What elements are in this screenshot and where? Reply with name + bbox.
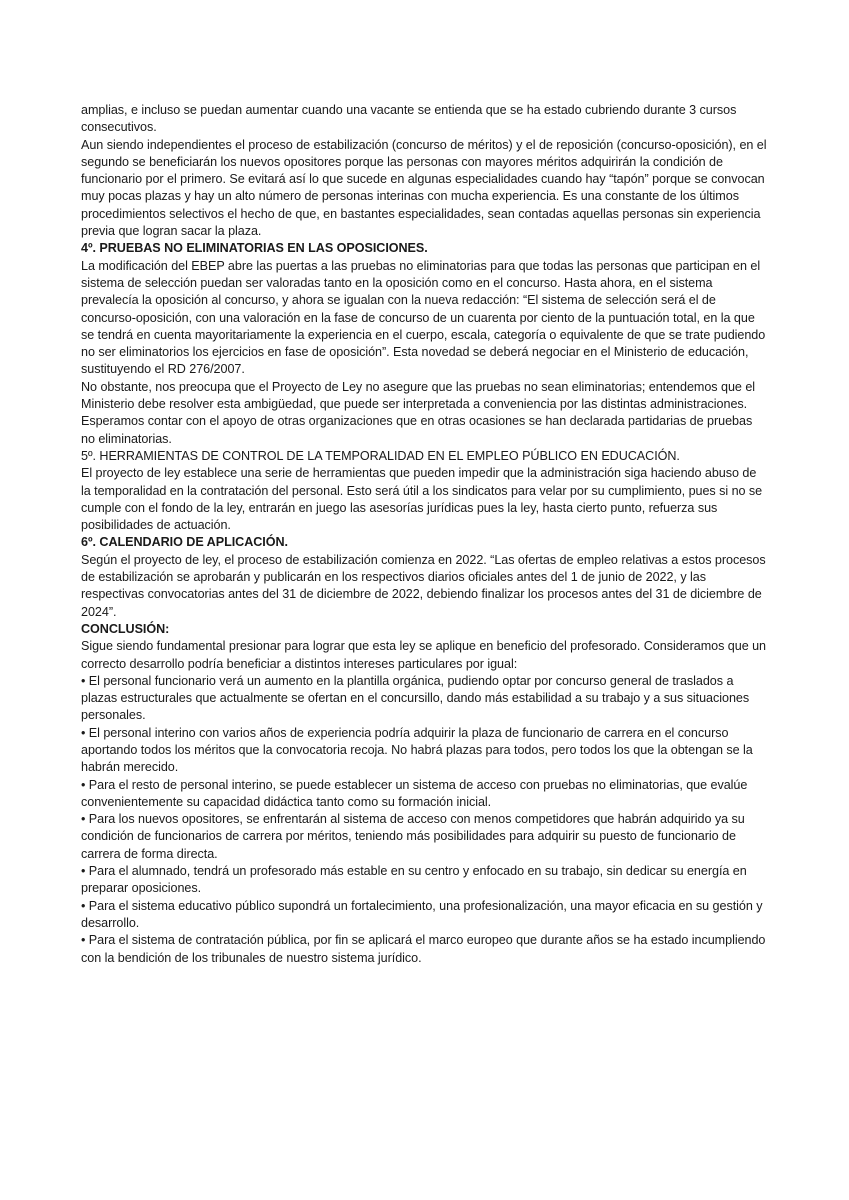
section-heading-conclusion: CONCLUSIÓN: (81, 621, 170, 636)
section-heading-pruebas-no-eliminatorias: 4º. PRUEBAS NO ELIMINATORIAS EN LAS OPOSICIONES. (81, 241, 428, 256)
bullet-item-resto-interino: • Para el resto de personal interino, se puede establecer un sistema de acceso con pruebas no eliminatorias, que evalúe convenientemente su capacidad didáctica tanto como su formación inicial. (81, 777, 748, 809)
paragraph-herramientas: El proyecto de ley establece una serie de herramientas que pueden impedir que la administración siga haciendo abuso de la temporalidad en la contratación del personal. Esto será útil a los sindicatos para velar por su cumplimiento, pues si no se cumple con el fondo de la ley, entrarán en juego las asesorías jurídicas pues la ley, hasta cierto punto, refuerza sus posibilidades de actuación. (81, 466, 763, 533)
bullet-item-alumnado: • Para el alumnado, tendrá un profesorado más estable en su centro y enfocado en su trabajo, sin dedicar su energía en preparar oposiciones. (81, 864, 747, 896)
bullet-item-contratacion-publica: • Para el sistema de contratación pública, por fin se aplicará el marco europeo que durante años se ha estado incumpliendo con la bendición de los tribunales de nuestro sistema jurídico. (81, 933, 766, 965)
paragraph-preocupacion-ambiguedad: No obstante, nos preocupa que el Proyecto de Ley no asegure que las pruebas no sean eliminatorias; entendemos que el Ministerio debe resolver esta ambigüedad, que puede ser interpretada a conveniencia por las distintas administraciones. Esperamos contar con el apoyo de otras organizaciones que en otras ocasiones se han declarada partidarias de pruebas no eliminatorias. (81, 379, 756, 446)
section-heading-calendario: 6º. CALENDARIO DE APLICACIÓN. (81, 535, 288, 550)
paragraph-vacantes: amplias, e incluso se puedan aumentar cuando una vacante se entienda que se ha estado cubriendo durante 3 cursos consecutivos. (81, 103, 737, 135)
section-heading-herramientas-control: 5º. HERRAMIENTAS DE CONTROL DE LA TEMPORALIDAD EN EL EMPLEO PÚBLICO EN EDUCACIÓN. (81, 448, 680, 463)
paragraph-calendario: Según el proyecto de ley, el proceso de estabilización comienza en 2022. “Las ofertas de empleo relativas a estos procesos de estabilización se aprobarán y publicarán en los respectivos diarios oficiales antes del 1 de junio de 2022, y las respectivas convocatorias antes del 31 de diciembre de 2022, debiendo finalizar los procesos antes del 31 de diciembre de 2024”. (81, 552, 766, 619)
bullet-item-nuevos-opositores: • Para los nuevos opositores, se enfrentarán al sistema de acceso con menos competidores que habrán adquirido ya su condición de funcionarios de carrera por méritos, teniendo más posibilidades para adquirir su puesto de funcionario de carrera de forma directa. (81, 812, 745, 861)
paragraph-modificacion-ebep: La modificación del EBEP abre las puertas a las pruebas no eliminatorias para que todas las personas que participan en el sistema de selección puedan ser valoradas tanto en la oposición como en el concurso. Hasta ahora, en el sistema prevalecía la oposición al concurso, y ahora se igualan con la nueva redacción: “El sistema de selección será el de concurso-oposición, con una valoración en la fase de concurso de un cuarenta por ciento de la puntuación total, en la que se tendrá en cuenta mayoritariamente la experiencia en el cuerpo, escala, categoría o equivalente de que se trate pudiendo no ser eliminatorios los ejercicios en fase de oposición”. Esta novedad se deberá negociar en el Ministerio de educación, sustituyendo el RD 276/2007. (81, 258, 766, 377)
document-body (81, 102, 769, 967)
bullet-item-funcionario: • El personal funcionario verá un aumento en la plantilla orgánica, pudiendo optar por concurso general de traslados a plazas estructurales que actualmente se ofertan en el concursillo, dando más estabilidad a su trabajo y a sus situaciones personales. (81, 673, 750, 723)
paragraph-conclusion-intro: Sigue siendo fundamental presionar para lograr que esta ley se aplique en beneficio del profesorado. Consideramos que un correcto desarrollo podría beneficiar a distintos intereses particulares por igual: (81, 639, 767, 671)
bullet-item-sistema-educativo: • Para el sistema educativo público supondrá un fortalecimiento, una profesionalización, una mayor eficacia en su gestión y desarrollo. (81, 898, 763, 930)
bullet-item-interino-experiencia: • El personal interino con varios años de experiencia podría adquirir la plaza de funcionario de carrera en el concurso aportando todos los méritos que la convocatoria recoja. No habrá plazas para todos, pero todos los que la obtengan se la habrán merecido. (81, 725, 753, 775)
paragraph-estabilizacion-reposicion: Aun siendo independientes el proceso de estabilización (concurso de méritos) y el de reposición (concurso-oposición), en el segundo se beneficiarán los nuevos opositores porque las personas con mayores méritos adquirirán la condición de funcionario por el primero. Se evitará así lo que sucede en algunas especialidades cuando hay “tapón” porque se convocan muy pocas plazas y hay un alto número de personas interinas con mucha experiencia. Es una constante de los últimos procedimientos selectivos el hecho de que, en bastantes especialidades, sean contadas aquellas personas sin experiencia previa que logran sacar la plaza. (81, 137, 767, 239)
